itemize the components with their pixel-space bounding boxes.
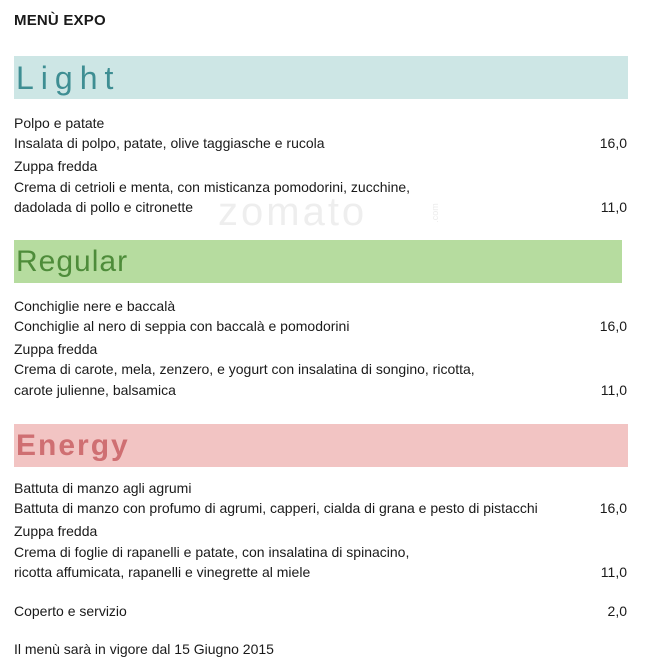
dish-name: Battuta di manzo agli agrumi [14, 480, 192, 496]
dish-price: 11,0 [600, 382, 627, 398]
dish-description: dadolada di pollo e citronette [14, 199, 194, 215]
dish-name: Polpo e patate [14, 115, 105, 131]
dish-description: Crema di cetrioli e menta, con misticanza pomodorini, zucchine, [14, 179, 411, 195]
watermark-domain: .com [429, 203, 440, 223]
dish-description: ricotta affumicata, rapanelli e vinegrette al miele [14, 564, 311, 580]
service-price: 2,0 [607, 603, 627, 619]
dish-name: Zuppa fredda [14, 341, 98, 357]
dish-description: Battuta di manzo con profumo di agrumi, capperi, cialda di grana e pesto di pistacchi [14, 500, 538, 516]
dish-price: 16,0 [599, 135, 627, 151]
dish-price: 16,0 [599, 500, 627, 516]
section-header-light [14, 56, 628, 99]
dish-price: 11,0 [600, 199, 627, 215]
section-header-energy [14, 424, 628, 467]
dish-price: 11,0 [600, 564, 627, 580]
dish-description: Insalata di polpo, patate, olive taggiasche e rucola [14, 135, 325, 151]
service-label: Coperto e servizio [14, 603, 127, 619]
section-title: Regular [16, 245, 129, 278]
dish-description: Crema di foglie di rapanelli e patate, con insalatina di spinacino, [14, 544, 410, 560]
section-title: Light [16, 60, 121, 96]
page-title: MENÙ EXPO [14, 12, 106, 29]
section-title: Energy [16, 429, 130, 462]
watermark-logo: zomato [218, 190, 368, 234]
dish-name: Zuppa fredda [14, 523, 98, 539]
dish-description: Conchiglie al nero di seppia con baccalà e pomodorini [14, 318, 350, 334]
dish-price: 16,0 [599, 318, 627, 334]
dish-name: Zuppa fredda [14, 158, 98, 174]
dish-description: Crema di carote, mela, zenzero, e yogurt con insalatina di songino, ricotta, [14, 361, 475, 377]
section-header-regular [14, 240, 622, 283]
dish-description: carote julienne, balsamica [14, 382, 176, 398]
footer-note: Il menù sarà in vigore dal 15 Giugno 2015 [14, 641, 274, 657]
dish-name: Conchiglie nere e baccalà [14, 298, 176, 314]
